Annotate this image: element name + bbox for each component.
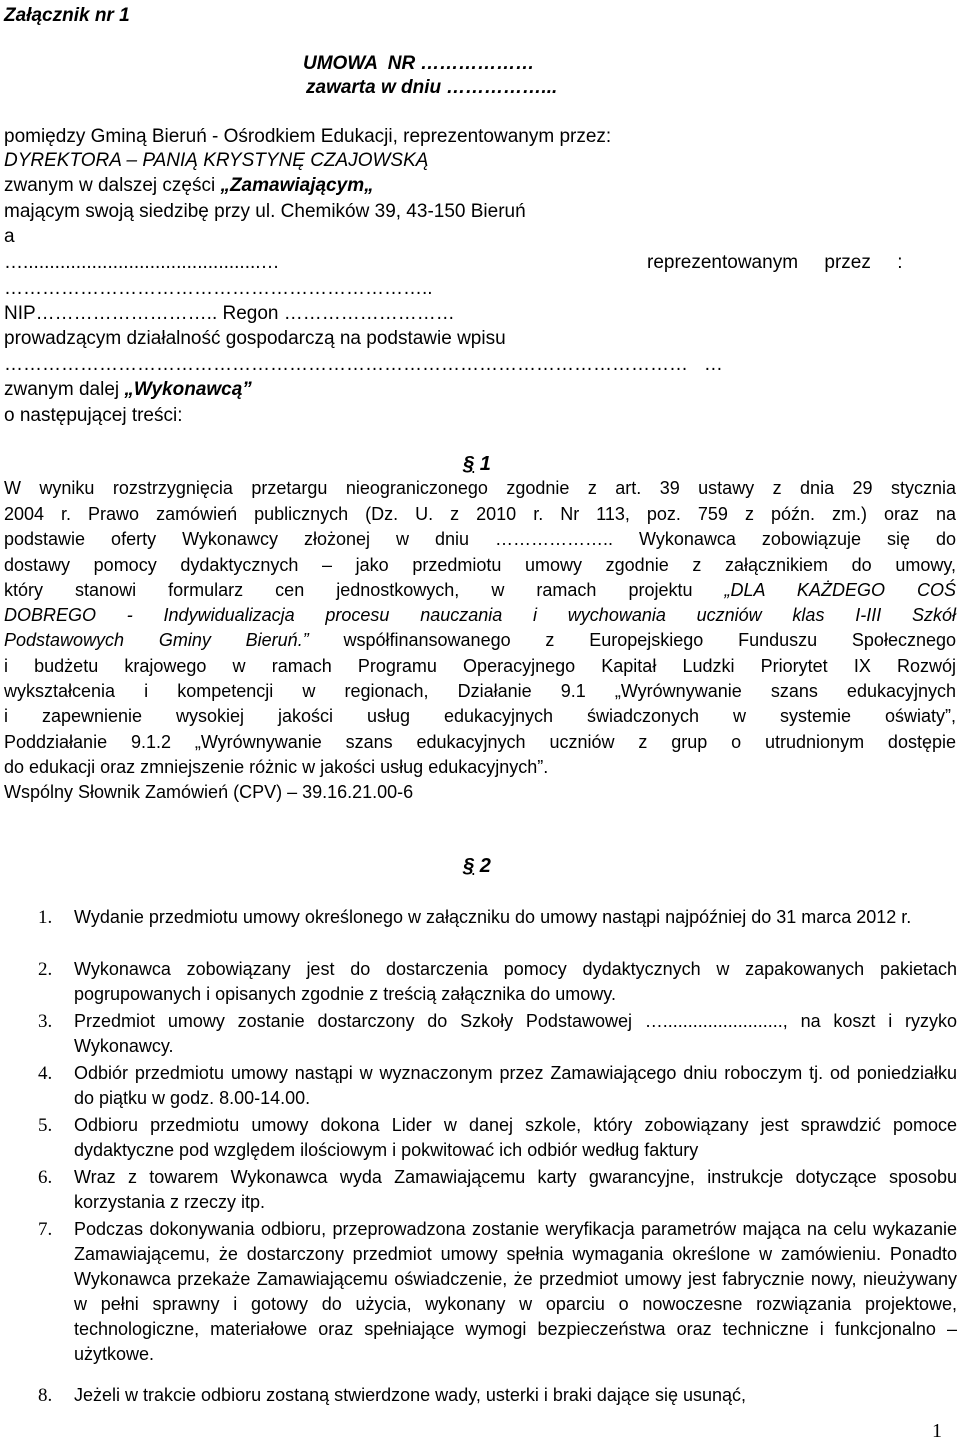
list-item-number: 8.: [38, 1385, 53, 1406]
section-1-line: do edukacji oraz zmniejszenie różnic w jakości usług edukacyjnych”.: [4, 757, 549, 777]
list-item-number: 5.: [38, 1115, 53, 1136]
list-item-number: 4.: [38, 1063, 53, 1084]
list-item-text: Odbiór przedmiotu umowy nastąpi w wyznaczonym przez Zamawiającego dniu roboczym tj. od poniedziałku do piątku w godz. 8.00-14.00.: [74, 1063, 957, 1108]
section-1-line: wykształcenia i kompetencji w regionach, Działanie 9.1 „Wyrównywanie szans edukacyjnych: [4, 681, 956, 701]
attachment-label: Załącznik nr 1: [4, 5, 130, 26]
section-1-project-text: [4, 580, 956, 600]
parties-line-9: prowadzącym działalność gospodarczą na podstawie wpisu: [4, 328, 506, 349]
list-item: [38, 905, 957, 930]
list-item-text: Odbioru przedmiotu umowy dokona Lider w danej szkole, który zobowiązany jest sprawdzić pomoce dydaktyczne pod względem ilościowym i pokwitować ich odbiór według faktury: [74, 1115, 957, 1160]
parties-line-4: mającym swoją siedzibę przy ul. Chemików 39, 43-150 Bieruń: [4, 201, 526, 222]
section-2-number: 2: [479, 855, 491, 877]
parties-line-3-text: zwanym w dalszej części: [4, 175, 221, 196]
section-1-project-end: [4, 630, 956, 650]
list-item: [38, 957, 957, 1007]
director-name: DYREKTORA – PANIĄ KRYSTYNĘ CZAJOWSKĄ: [4, 150, 429, 171]
paragraph-sign: §: [463, 453, 475, 475]
section-1-line: podstawie oferty Wykonawcy złożonej w dniu ……………….. Wykonawca zobowiązuje się do: [4, 529, 956, 549]
section-1-line: dostawy pomocy dydaktycznych – jako przedmiotu umowy zgodnie z załącznikiem do umowy,: [4, 555, 956, 575]
parties-line-7: …………………………………………………………..: [4, 278, 433, 299]
employer-term: „Zamawiającym„: [220, 175, 374, 196]
parties-line-6b: reprezentowanym przez :: [647, 252, 903, 273]
section-1-line: Poddziałanie 9.1.2 „Wyrównywanie szans edukacyjnych uczniów z grup o utrudnionym dostępie: [4, 732, 956, 752]
list-item-number: 7.: [38, 1219, 53, 1240]
list-item-text: Jeżeli w trakcie odbioru zostaną stwierdzone wady, usterki i braki dające się usunąć,: [74, 1385, 746, 1405]
nip-regon-line: NIP……………………….. Regon ………………………: [4, 303, 455, 324]
text-fragment: współfinansowanego z Europejskiego Funduszu Społecznego: [308, 630, 956, 650]
parties-line-10: ……………………………………………………………………………………………… …: [4, 354, 723, 375]
list-item: [38, 1009, 957, 1059]
section-1-line: [4, 578, 956, 603]
text-fragment: Podstawowych Gminy Bieruń.”: [4, 630, 309, 650]
list-item: [38, 1165, 957, 1215]
page-number: 1: [932, 1420, 942, 1442]
parties-line-1: pomiędzy Gminą Bieruń - Ośrodkiem Edukacji, reprezentowanym przez:: [4, 126, 612, 147]
section-1-line: i budżetu krajowego w ramach Programu Operacyjnego Kapitał Ludzki Priorytet IX Rozwój: [4, 656, 956, 676]
list-item: [38, 1061, 957, 1111]
list-item-number: 3.: [38, 1011, 53, 1032]
list-item-number: 2.: [38, 959, 53, 980]
text-fragment: który stanowi formularz cen jednostkowych, w ramach projektu: [4, 580, 725, 600]
list-item: [38, 1383, 957, 1408]
parties-line-5: a: [4, 226, 15, 247]
parties-line-6a: ….............................................…: [4, 252, 280, 273]
parties-line-11-text: zwanym dalej: [4, 379, 125, 400]
section-1-line: [4, 628, 956, 653]
section-1-line: i zapewnienie wysokiej jakości usług edukacyjnych świadczonych w systemie oświaty”,: [4, 706, 956, 726]
contractor-term: „Wykonawcą”: [124, 379, 252, 400]
section-2-heading: [463, 855, 491, 878]
list-item-text: Wraz z towarem Wykonawca wyda Zamawiającemu karty gwarancyjne, instrukcje dotyczące sposobu korzystania z rzeczy itp.: [74, 1167, 957, 1212]
list-item-number: 1.: [38, 907, 53, 928]
contract-title: UMOWA NR ………………: [303, 53, 535, 74]
paragraph-sign: §: [463, 855, 475, 877]
list-item-number: 6.: [38, 1167, 53, 1188]
list-item-text: Przedmiot umowy zostanie dostarczony do Szkoły Podstawowej …........................, na koszt i ryzyko Wykonawcy.: [74, 1011, 957, 1056]
parties-line-12: o następującej treści:: [4, 405, 183, 426]
cpv-code-line: Wspólny Słownik Zamówień (CPV) – 39.16.21.00-6: [4, 782, 414, 802]
section-1-number: 1: [479, 453, 491, 475]
parties-line-11: [4, 378, 252, 402]
parties-line-3: [4, 174, 374, 198]
text-fragment: „DLA KAŻDEGO COŚ: [724, 580, 956, 600]
list-item-text: Podczas dokonywania odbioru, przeprowadzona zostanie weryfikacja parametrów mająca na celu wykazanie Zamawiającemu, że dostarczony przedmiot umowy spełnia wymagania określone w zamówieniu. Ponadto Wykonawca przekaże Zamawiającemu oświadczenie, że przedmiot umowy jest fabrycznie nowy, nieużywany w pełni sprawny i gotowy do użycia, wykonany w oparciu o nowoczesne rozwiązania projektowe, technologiczne, materiałowe oraz spełniające wymogi bezpieczeństwa oraz techniczne i funkcjonalno – użytkowe.: [74, 1219, 957, 1364]
list-item: [38, 1217, 957, 1367]
list-item: [38, 1113, 957, 1163]
section-1-line: 2004 r. Prawo zamówień publicznych (Dz. U. z 2010 r. Nr 113, poz. 759 z późn. zm.) oraz na: [4, 504, 956, 524]
list-item-text: Wydanie przedmiotu umowy określonego w załączniku do umowy nastąpi najpóźniej do 31 marca 2012 r.: [74, 907, 912, 927]
contract-date: zawarta w dniu ……………...: [306, 77, 558, 98]
section-1-line: DOBREGO - Indywidualizacja procesu nauczania i wychowania uczniów klas I-III Szkół: [4, 605, 956, 625]
section-1-line: W wyniku rozstrzygnięcia przetargu nieograniczonego zgodnie z art. 39 ustawy z dnia 29 stycznia: [4, 478, 956, 498]
section-1-heading: [463, 453, 491, 476]
list-item-text: Wykonawca zobowiązany jest do dostarczenia pomocy dydaktycznych w zapakowanych pakietach pogrupowanych i opisanych zgodnie z treścią załącznika do umowy.: [74, 959, 957, 1004]
